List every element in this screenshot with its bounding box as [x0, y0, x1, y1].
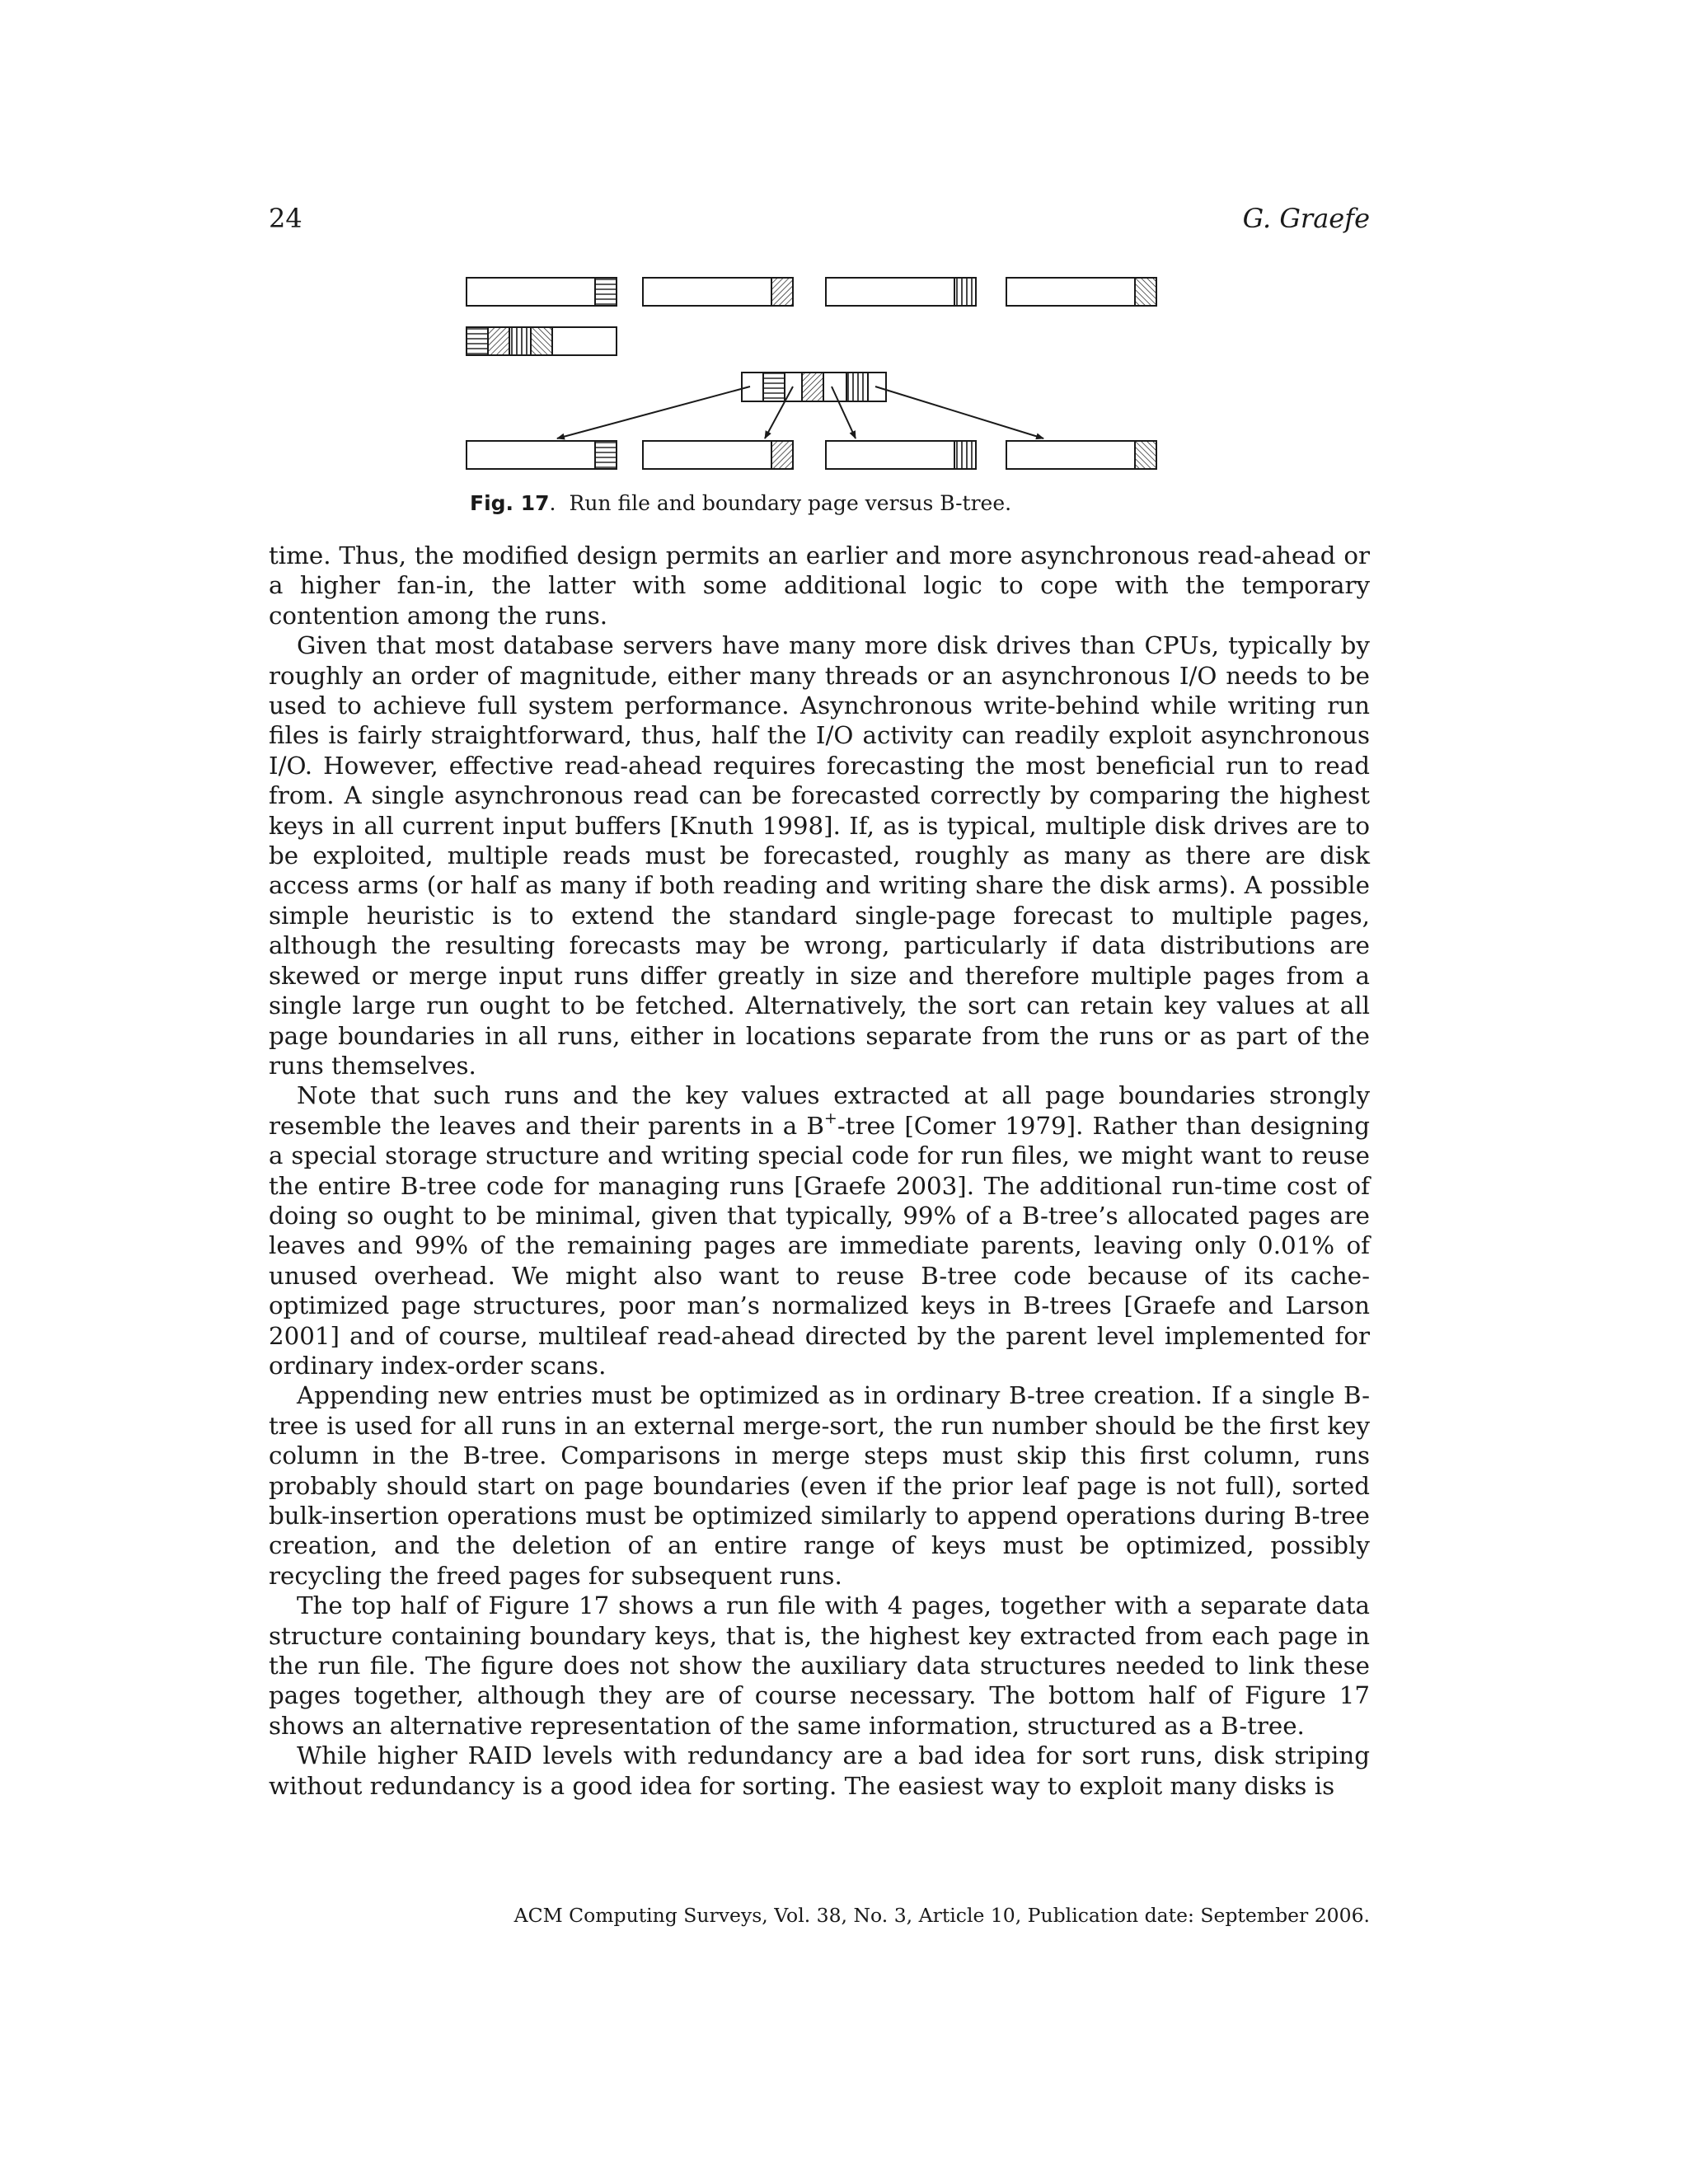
btree-leaf-4	[1006, 441, 1156, 469]
figure-caption: Fig. 17. Run file and boundary page versus B-tree.	[470, 491, 1012, 515]
figure-17-diagram	[0, 0, 1688, 494]
run-page-2	[643, 278, 793, 306]
page-number: 24	[269, 203, 302, 234]
run-page-4	[1006, 278, 1156, 306]
paragraph-1: time. Thus, the modified design permits an earlier and more asynchronous read-ahead or a higher fan-in, the latter with some additional logic to cope with the temporary contention among the runs.	[269, 541, 1370, 630]
boundary-page	[467, 327, 617, 355]
paragraph-5: The top half of Figure 17 shows a run file with 4 pages, together with a separate data structure containing boundary keys, that is, the highest key extracted from each page in the run file. The figure does not show the auxiliary data structures needed to link these pages together, although they are of course necessary. The bottom half of Figure 17 shows an alternative representation of the same information, structured as a B-tree.	[269, 1591, 1370, 1740]
paragraph-3-part-1: Note that such runs and the key values extracted at all page boundaries strongly resemble the leaves and their parents in a B	[269, 1081, 1370, 1140]
paragraph-3-part-2: -tree [Comer 1979]. Rather than designing a special storage structure and writing special code for run files, we might want to reuse the entire B-tree code for managing runs [Graefe 2003]. The additional run-time cost of doing so ought to be minimal, given that typically, 99% of a B-tree’s allocated pages are leaves and 99% of the remaining pages are immediate parents, leaving only 0.01% of unused overhead. We might also want to reuse B-tree code because of its cache-optimized page structures, poor man’s normalized keys in B-trees [Graefe and Larson 2001] and of course, multileaf read-ahead directed by the parent level implemented for ordinary index-order scans.	[269, 1111, 1371, 1380]
btree-leaf-3	[826, 441, 976, 469]
pointer-arrow-1	[557, 387, 750, 438]
run-page-1	[467, 278, 617, 306]
paragraph-3	[269, 1080, 1370, 1380]
btree-leaf-1	[467, 441, 617, 469]
running-author: G. Graefe	[1242, 203, 1370, 234]
btree-parent-node	[742, 373, 886, 401]
btree-leaf-2	[643, 441, 793, 469]
paragraph-4: Appending new entries must be optimized as in ordinary B-tree creation. If a single B-tree is used for all runs in an external merge-sort, the run number should be the first key column in the B-tree. Comparisons in merge steps must skip this first column, runs probably should start on page boundaries (even if the prior leaf page is not full), sorted bulk-insertion operations must be optimized similarly to append operations during B-tree creation, and the deletion of an entire range of keys must be optimized, possibly recycling the freed pages for subsequent runs.	[269, 1381, 1370, 1590]
figure-caption-text: Run file and boundary page versus B-tree.	[569, 491, 1012, 515]
paragraph-6: While higher RAID levels with redundancy are a bad idea for sort runs, disk striping without redundancy is a good idea for sorting. The easiest way to exploit many disks is	[269, 1741, 1370, 1800]
body-text	[269, 541, 1370, 1801]
paragraph-2: Given that most database servers have many more disk drives than CPUs, typically by roughly an order of magnitude, either many threads or an asynchronous I/O needs to be used to achieve full system performance. Asynchronous write-behind while writing run files is fairly straightforward, thus, half the I/O activity can readily exploit asynchronous I/O. However, effective read-ahead requires forecasting the most beneficial run to read from. A single asynchronous read can be forecasted correctly by comparing the highest keys in all current input buffers [Knuth 1998]. If, as is typical, multiple disk drives are to be exploited, multiple reads must be forecasted, roughly as many as there are disk access arms (or half as many if both reading and writing share the disk arms). A possible simple heuristic is to extend the standard single-page forecast to multiple pages, although the resulting forecasts may be wrong, particularly if data distributions are skewed or merge input runs differ greatly in size and therefore multiple pages from a single large run ought to be fetched. Alternatively, the sort can retain key values at all page boundaries in all runs, either in locations separate from the runs or as part of the runs themselves.	[269, 631, 1370, 1080]
pointer-arrow-4	[875, 387, 1043, 438]
superscript-plus: +	[823, 1109, 837, 1128]
figure-label: Fig. 17	[470, 491, 550, 515]
footer-citation: ACM Computing Surveys, Vol. 38, No. 3, Article 10, Publication date: September 2006.	[513, 1904, 1370, 1927]
run-page-3	[826, 278, 976, 306]
